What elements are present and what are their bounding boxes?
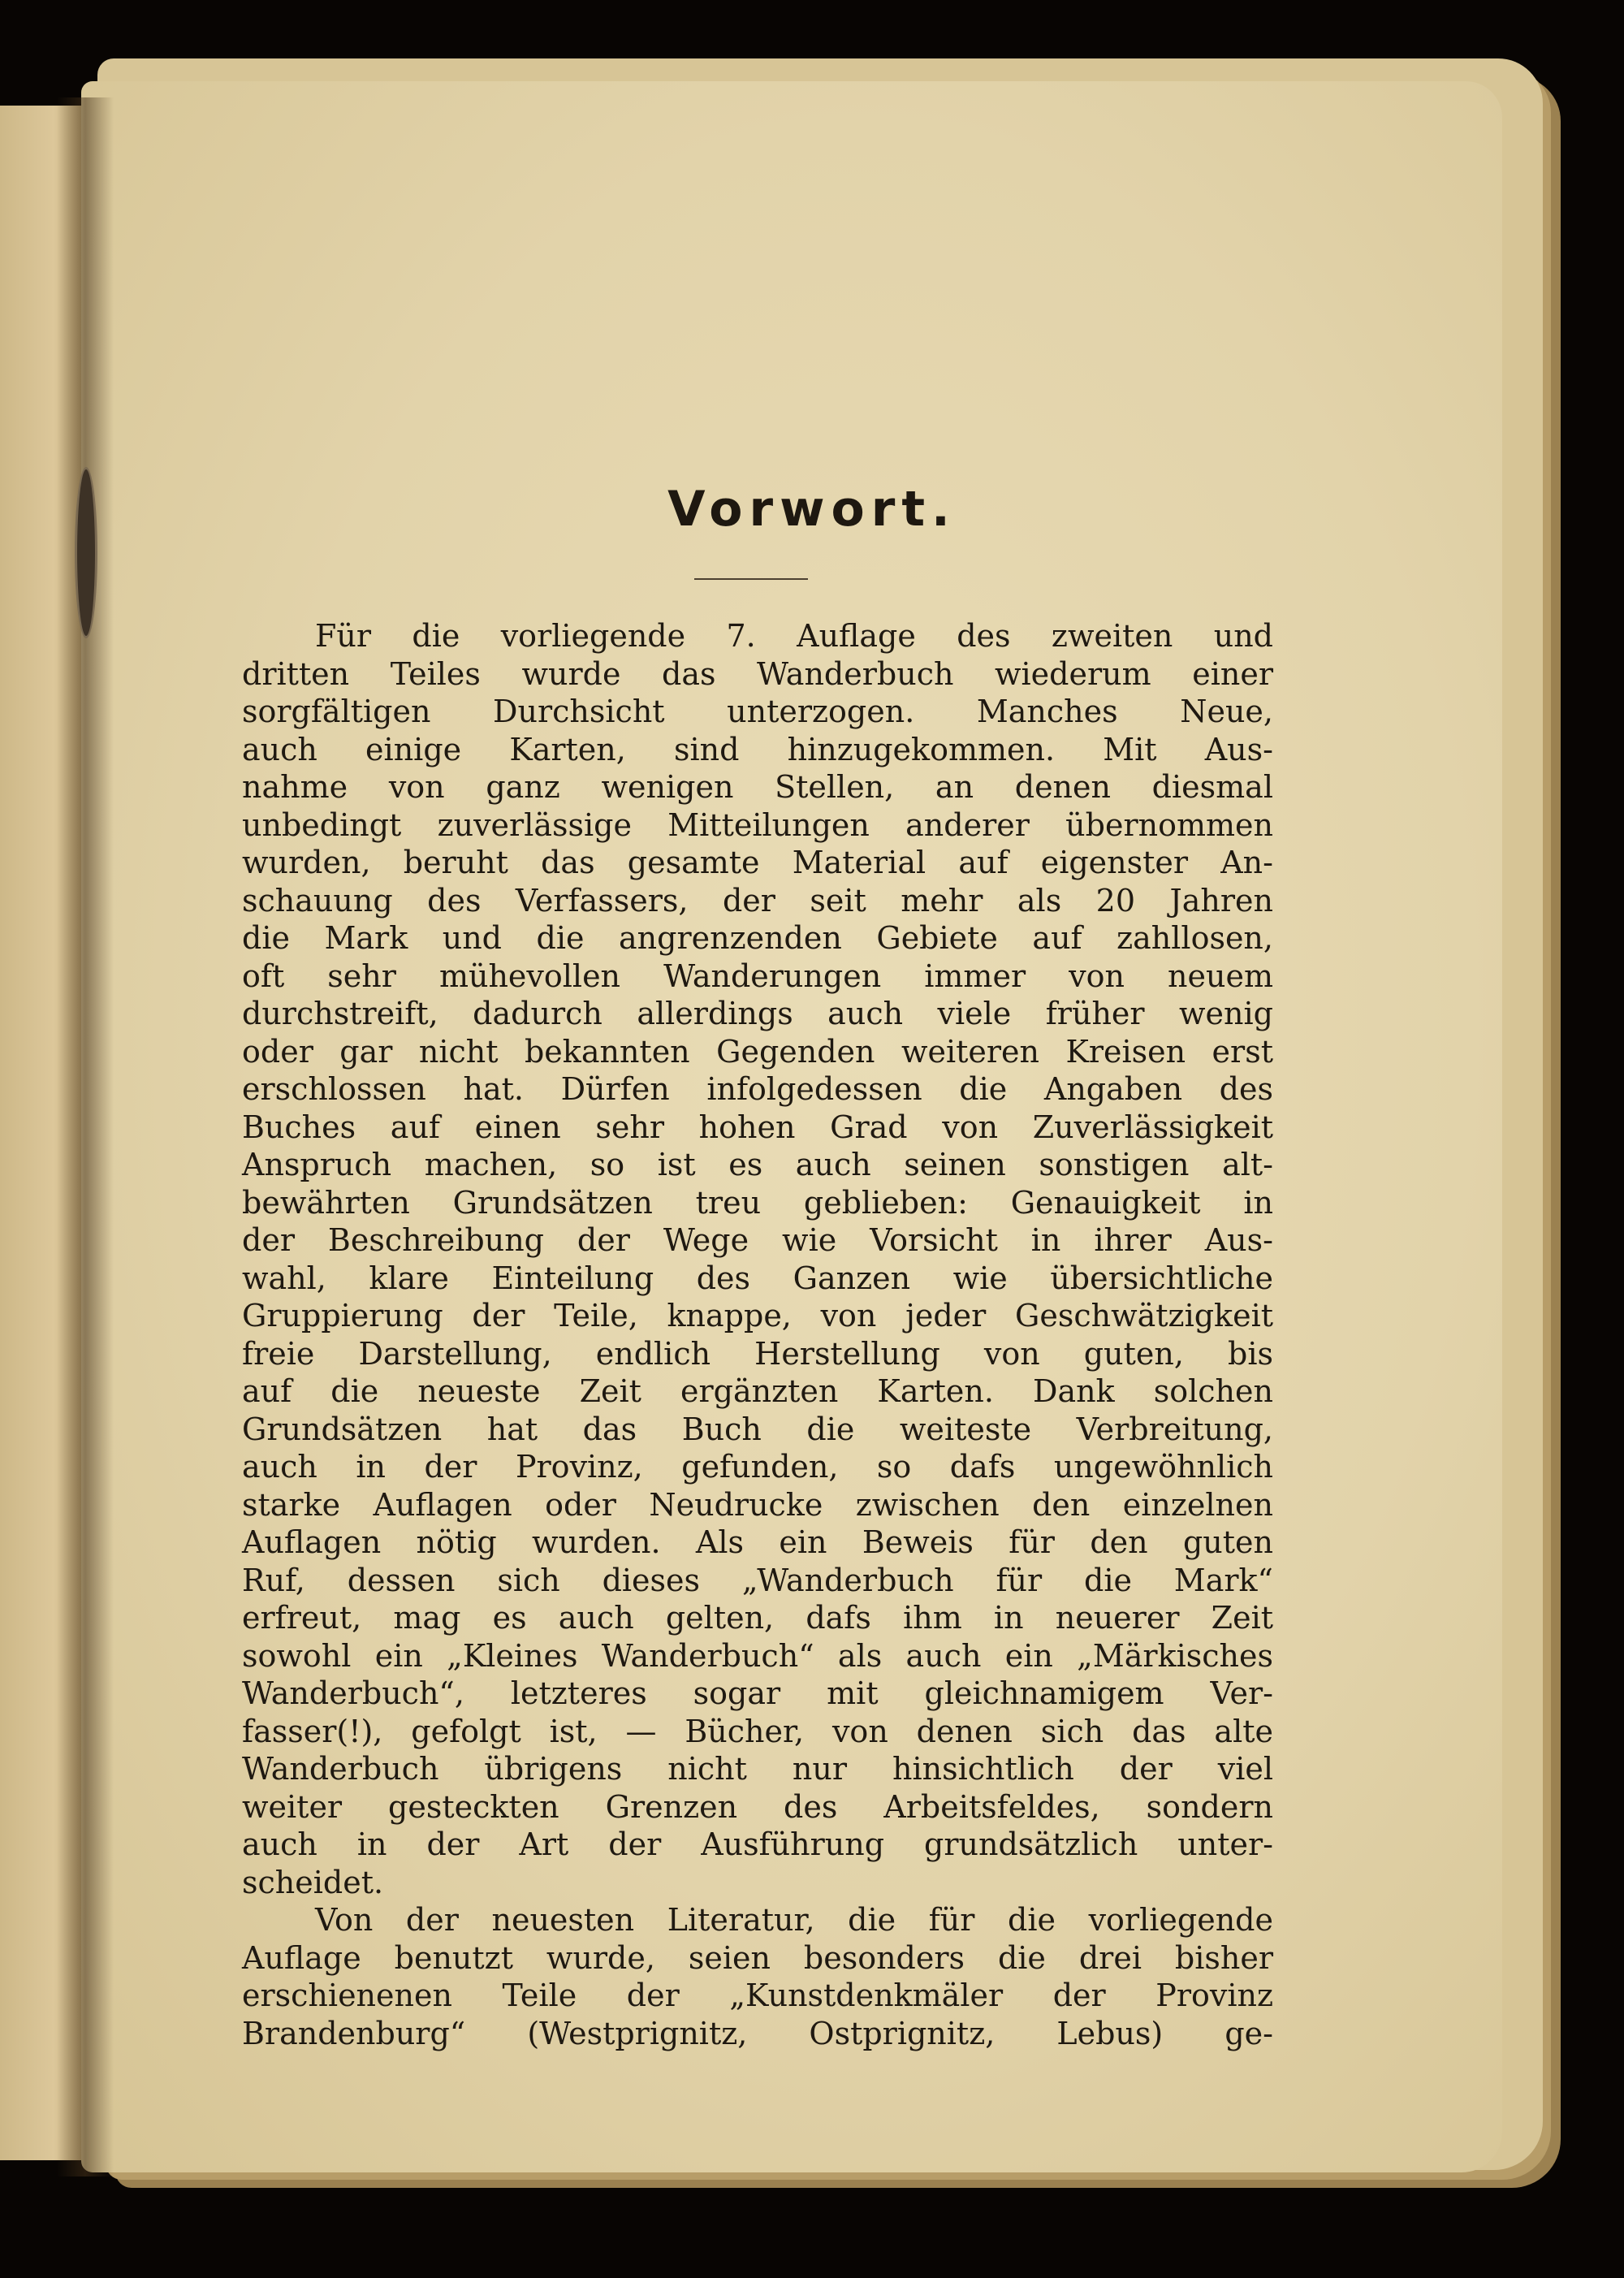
text-line: die Mark und die angrenzenden Gebiete auf zahllosen, (242, 920, 1273, 956)
text-line: Für die vorliegende 7. Auflage des zweiten und (315, 618, 1273, 654)
text-line: Grundsätzen hat das Buch die weiteste Verbreitung, (242, 1411, 1273, 1447)
text-line: weiter gesteckten Grenzen des Arbeitsfeldes, sondern (242, 1788, 1273, 1825)
text-line: unbedingt zuverlässige Mitteilungen anderer übernommen (242, 806, 1273, 843)
text-line: bewährten Grundsätzen treu geblieben: Genauigkeit in (242, 1184, 1273, 1221)
text-line: Von der neuesten Literatur, die für die vorliegende (315, 1902, 1273, 1938)
text-line: nahme von ganz wenigen Stellen, an denen diesmal (242, 769, 1273, 805)
text-line: Gruppierung der Teile, knappe, von jeder Geschwätzigkeit (242, 1298, 1273, 1334)
text-line: schauung des Verfassers, der seit mehr als 20 Jahren (242, 882, 1273, 919)
text-line: scheidet. (242, 1864, 384, 1900)
text-line: auch in der Provinz, gefunden, so dafs ungewöhnlich (242, 1449, 1273, 1485)
text-line: dritten Teiles wurde das Wanderbuch wiederum einer (242, 655, 1273, 692)
text-line: oder gar nicht bekannten Gegenden weiteren Kreisen erst (242, 1033, 1273, 1070)
body-text (242, 617, 1273, 2052)
text-line: erschlossen hat. Dürfen infolgedessen die Angaben des (242, 1071, 1273, 1107)
text-line: auch einige Karten, sind hinzugekommen. Mit Aus- (242, 731, 1273, 767)
text-line: Anspruch machen, so ist es auch seinen sonstigen alt- (242, 1147, 1273, 1182)
text-line: durchstreift, dadurch allerdings auch viele früher wenig (242, 996, 1273, 1031)
text-line: oft sehr mühevollen Wanderungen immer von neuem (242, 957, 1273, 994)
text-line: Brandenburg“ (Westprignitz, Ostprignitz, Lebus) ge- (242, 2015, 1273, 2051)
text-line: Wanderbuch“, letzteres sogar mit gleichnamigem Ver- (242, 1675, 1273, 1711)
text-line: Auflagen nötig wurden. Als ein Beweis für den guten (242, 1524, 1273, 1560)
text-line: Auflage benutzt wurde, seien besonders die drei bisher (242, 1939, 1273, 1976)
text-line: Wanderbuch übrigens nicht nur hinsichtlich der viel (242, 1751, 1273, 1787)
text-line: starke Auflagen oder Neudrucke zwischen den einzelnen (242, 1486, 1273, 1523)
text-line: sorgfältigen Durchsicht unterzogen. Manches Neue, (242, 694, 1273, 729)
text-line: Ruf, dessen sich dieses „Wanderbuch für die Mark“ (242, 1562, 1273, 1598)
text-line: wurden, beruht das gesamte Material auf eigenster An- (242, 845, 1273, 880)
text-line: erfreut, mag es auch gelten, dafs ihm in neuerer Zeit (242, 1600, 1273, 1636)
text-line: auf die neueste Zeit ergänzten Karten. Dank solchen (242, 1373, 1273, 1409)
spine-shadow (57, 97, 114, 2176)
text-line: wahl, klare Einteilung des Ganzen wie übersichtliche (242, 1260, 1273, 1296)
text-line: fasser(!), gefolgt ist, — Bücher, von denen sich das alte (242, 1713, 1273, 1749)
text-line: auch in der Art der Ausführung grundsätzlich unter- (242, 1826, 1273, 1862)
text-line: erschienenen Teile der „Kunstdenkmäler der Provinz (242, 1978, 1273, 2013)
text-line: Buches auf einen sehr hohen Grad von Zuverlässigkeit (242, 1109, 1273, 1145)
text-line: der Beschreibung der Wege wie Vorsicht in ihrer Aus- (242, 1222, 1273, 1258)
page-title: Vorwort. (667, 481, 957, 538)
title-rule (694, 578, 808, 580)
text-line: sowohl ein „Kleines Wanderbuch“ als auch ein „Märkisches (242, 1637, 1273, 1674)
text-line: freie Darstellung, endlich Herstellung von guten, bis (242, 1335, 1273, 1372)
